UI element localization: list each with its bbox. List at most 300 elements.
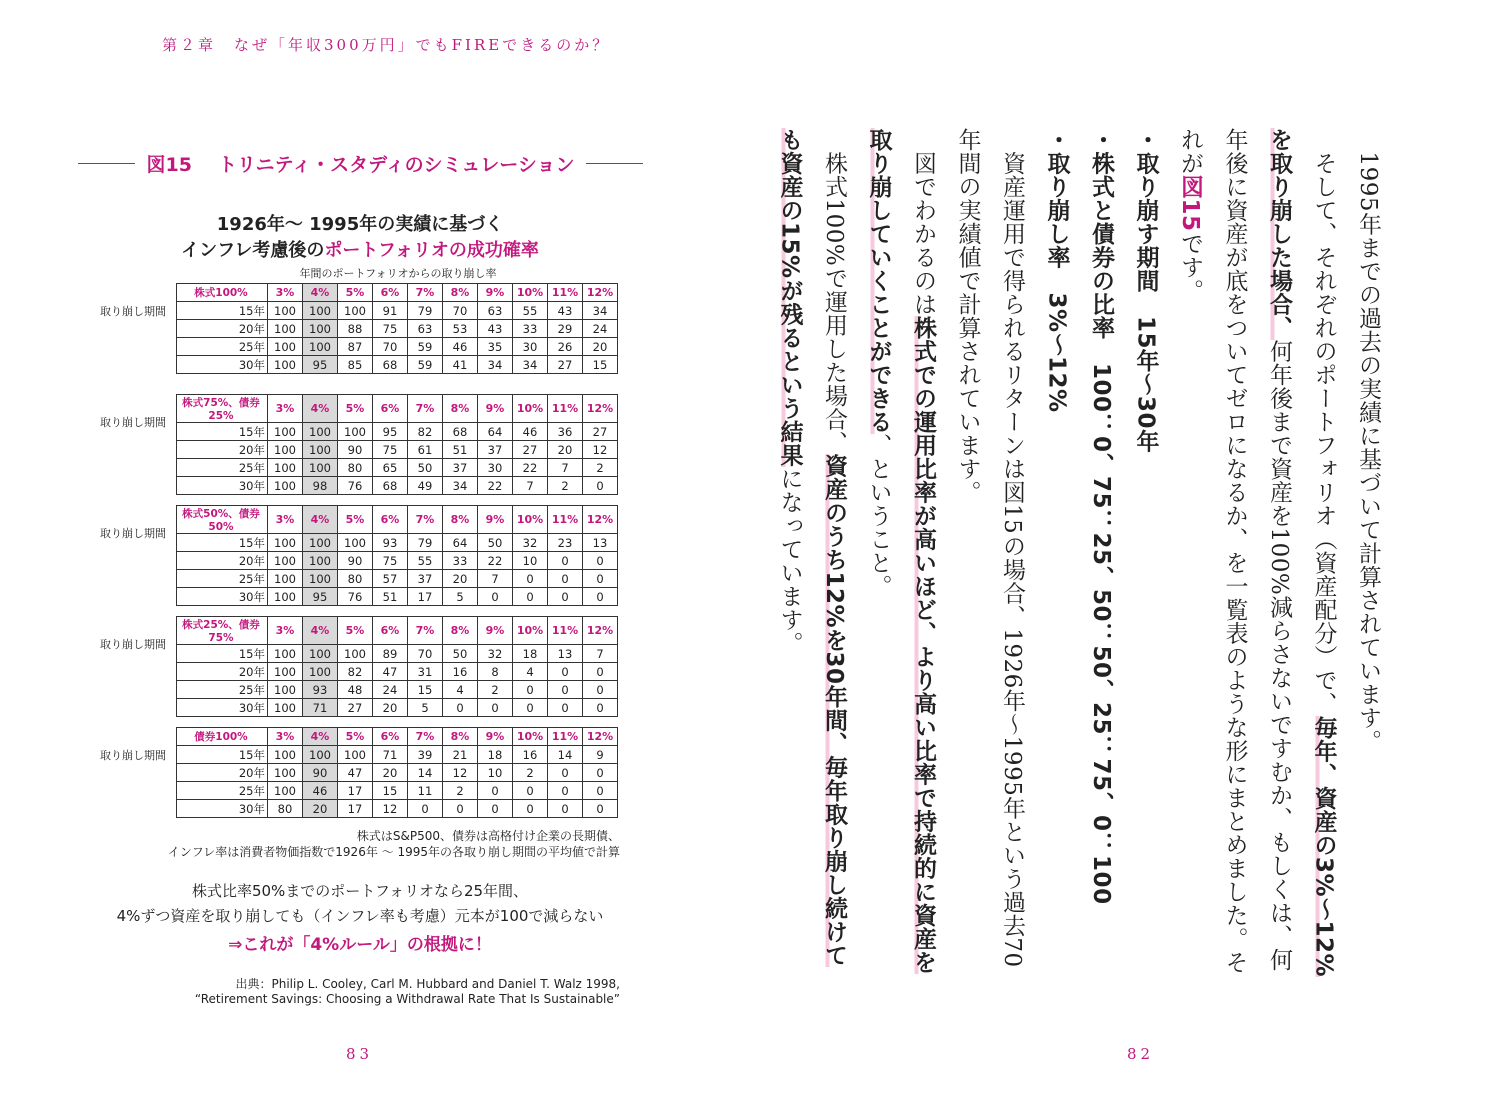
period-label: 25年 xyxy=(177,338,268,356)
period-label: 15年 xyxy=(177,302,268,320)
title-rule-right xyxy=(586,163,643,164)
table-cell: 15 xyxy=(408,681,443,699)
table-cell: 32 xyxy=(513,534,548,552)
rate-header: 3% xyxy=(268,284,303,302)
table-cell: 4 xyxy=(443,681,478,699)
rate-header: 7% xyxy=(408,506,443,534)
table-cell: 0 xyxy=(513,800,548,818)
table-cell: 100 xyxy=(268,356,303,374)
table-cell: 0 xyxy=(408,800,443,818)
rate-header: 5% xyxy=(338,284,373,302)
table-cell: 93 xyxy=(303,681,338,699)
p5-text-a: 株式100%で運用した場合、 xyxy=(821,151,847,455)
period-label: 20年 xyxy=(177,441,268,459)
table-cell: 17 xyxy=(338,800,373,818)
table-cell: 100 xyxy=(338,423,373,441)
rate-header: 12% xyxy=(583,617,618,645)
table-cell: 11 xyxy=(408,782,443,800)
rate-header: 6% xyxy=(373,617,408,645)
rate-header: 11% xyxy=(548,284,583,302)
table-cell: 95 xyxy=(373,423,408,441)
rate-header: 3% xyxy=(268,506,303,534)
table-row xyxy=(177,441,618,459)
table-cell: 0 xyxy=(548,570,583,588)
rate-header: 7% xyxy=(408,284,443,302)
table-cell: 47 xyxy=(373,663,408,681)
table-cell: 89 xyxy=(373,645,408,663)
period-label: 25年 xyxy=(177,570,268,588)
table-cell: 0 xyxy=(583,681,618,699)
table-cell: 8 xyxy=(478,663,513,681)
paragraph-2 xyxy=(1168,128,1346,988)
running-header: 第２章 なぜ「年収300万円」でもFIREできるのか？ xyxy=(162,36,611,54)
table-cell: 100 xyxy=(268,552,303,570)
table-cell: 75 xyxy=(373,441,408,459)
table-cell: 59 xyxy=(408,338,443,356)
table-cell: 14 xyxy=(548,746,583,764)
table-row xyxy=(177,782,618,800)
period-label: 30年 xyxy=(177,588,268,606)
table-cell: 17 xyxy=(408,588,443,606)
paragraph-5 xyxy=(767,128,856,988)
table-cell: 34 xyxy=(478,356,513,374)
table-cell: 57 xyxy=(373,570,408,588)
period-label: 20年 xyxy=(177,320,268,338)
table-cell: 100 xyxy=(303,302,338,320)
period-label: 30年 xyxy=(177,699,268,717)
table-cell: 79 xyxy=(408,302,443,320)
table-cell: 100 xyxy=(338,645,373,663)
rate-header: 9% xyxy=(478,395,513,423)
p5-emphasis: 資産のうち12%を30年間、毎年取り崩し続けても資産の15%が残るという結果 xyxy=(776,128,847,967)
table-cell: 61 xyxy=(408,441,443,459)
row-axis-label: 取り崩し期間 xyxy=(100,305,166,318)
success-rate-table xyxy=(176,283,618,374)
period-label: 30年 xyxy=(177,356,268,374)
column-axis-label: 年間のポートフォリオからの取り崩し率 xyxy=(299,267,497,280)
table-cell: 95 xyxy=(303,356,338,374)
table-row xyxy=(177,534,618,552)
table-cell: 18 xyxy=(478,746,513,764)
table-row xyxy=(177,459,618,477)
table-cell: 100 xyxy=(303,423,338,441)
table-cell: 16 xyxy=(513,746,548,764)
rate-header: 3% xyxy=(268,728,303,746)
success-rate-table xyxy=(176,394,618,495)
table-cell: 82 xyxy=(338,663,373,681)
figure-number: 図15 xyxy=(146,153,192,176)
period-label: 30年 xyxy=(177,800,268,818)
period-label: 15年 xyxy=(177,534,268,552)
table-cell: 91 xyxy=(373,302,408,320)
table-cell: 90 xyxy=(303,764,338,782)
rate-header: 7% xyxy=(408,617,443,645)
figure-title-text: トリニティ・スタディのシミュレーション xyxy=(218,153,575,176)
table-cell: 0 xyxy=(513,699,548,717)
rate-header: 9% xyxy=(478,506,513,534)
table-cell: 68 xyxy=(373,477,408,495)
table-cell: 100 xyxy=(268,423,303,441)
rate-header: 9% xyxy=(478,617,513,645)
rate-header: 11% xyxy=(548,728,583,746)
table-cell: 90 xyxy=(338,552,373,570)
p4-text-c: 、ということ。 xyxy=(865,433,892,598)
table-cell: 32 xyxy=(478,645,513,663)
table-cell: 55 xyxy=(408,552,443,570)
rate-header: 4% xyxy=(303,395,338,423)
page-number-right: 82 xyxy=(1127,1045,1155,1063)
table-cell: 33 xyxy=(443,552,478,570)
table-row xyxy=(177,356,618,374)
table-cell: 100 xyxy=(303,663,338,681)
table-cell: 13 xyxy=(583,534,618,552)
table-cell: 0 xyxy=(513,570,548,588)
period-label: 25年 xyxy=(177,459,268,477)
rate-header: 10% xyxy=(513,506,548,534)
table-cell: 2 xyxy=(478,681,513,699)
table-cell: 50 xyxy=(408,459,443,477)
body-text-vertical xyxy=(776,128,1390,988)
table-cell: 50 xyxy=(478,534,513,552)
table-cell: 82 xyxy=(408,423,443,441)
table-cell: 0 xyxy=(443,699,478,717)
table-row xyxy=(177,800,618,818)
table-cell: 51 xyxy=(373,588,408,606)
table-cell: 70 xyxy=(408,645,443,663)
figure-note-line1: 株式はS&P500、債券は高格付け企業の長期債、 xyxy=(356,829,620,843)
list-item-2: ・株式と債券の比率 100：0、75：25、50：50、25：75、0：100 xyxy=(1088,128,1114,905)
rate-header: 3% xyxy=(268,617,303,645)
table-cell: 48 xyxy=(338,681,373,699)
paragraph-1 xyxy=(1346,128,1391,988)
table-cell: 0 xyxy=(513,782,548,800)
table-cell: 63 xyxy=(408,320,443,338)
table-cell: 34 xyxy=(583,302,618,320)
table-row xyxy=(177,477,618,495)
table-cell: 50 xyxy=(443,645,478,663)
figure-subtitle-line2 xyxy=(150,236,570,262)
table-cell: 0 xyxy=(443,800,478,818)
table-cell: 21 xyxy=(443,746,478,764)
table-cell: 0 xyxy=(583,477,618,495)
table-cell: 0 xyxy=(548,588,583,606)
table-cell: 34 xyxy=(443,477,478,495)
rate-header: 11% xyxy=(548,506,583,534)
table-cell: 100 xyxy=(338,302,373,320)
row-axis-label: 取り崩し期間 xyxy=(100,527,166,540)
table-cell: 0 xyxy=(478,782,513,800)
table-cell: 22 xyxy=(478,477,513,495)
rate-header: 8% xyxy=(443,395,478,423)
table-row xyxy=(177,746,618,764)
table-cell: 27 xyxy=(548,356,583,374)
table-cell: 2 xyxy=(443,782,478,800)
table-cell: 87 xyxy=(338,338,373,356)
table-cell: 80 xyxy=(268,800,303,818)
table-cell: 2 xyxy=(583,459,618,477)
rate-header: 10% xyxy=(513,395,548,423)
table-cell: 90 xyxy=(338,441,373,459)
table-cell: 43 xyxy=(548,302,583,320)
table-cell: 100 xyxy=(268,338,303,356)
table-header-row xyxy=(177,728,618,746)
table-cell: 100 xyxy=(268,570,303,588)
period-label: 25年 xyxy=(177,782,268,800)
table-cell: 100 xyxy=(303,552,338,570)
table-cell: 24 xyxy=(583,320,618,338)
table-cell: 68 xyxy=(373,356,408,374)
success-rate-table xyxy=(176,616,618,717)
table-cell: 100 xyxy=(268,477,303,495)
table-cell: 46 xyxy=(443,338,478,356)
table-cell: 7 xyxy=(583,645,618,663)
table-row xyxy=(177,699,618,717)
rate-header: 5% xyxy=(338,395,373,423)
rate-header: 6% xyxy=(373,395,408,423)
table-cell: 100 xyxy=(268,764,303,782)
table-cell: 0 xyxy=(478,699,513,717)
table-cell: 0 xyxy=(548,782,583,800)
table-cell: 100 xyxy=(303,645,338,663)
figure-title-row xyxy=(78,150,643,176)
paragraph-4 xyxy=(856,128,945,988)
rate-header: 4% xyxy=(303,728,338,746)
table-cell: 20 xyxy=(303,800,338,818)
table-cell: 22 xyxy=(513,459,548,477)
table-cell: 100 xyxy=(268,534,303,552)
table-cell: 20 xyxy=(373,699,408,717)
table-row xyxy=(177,552,618,570)
table-cell: 100 xyxy=(303,338,338,356)
table-cell: 75 xyxy=(373,320,408,338)
period-label: 20年 xyxy=(177,552,268,570)
table-header-row xyxy=(177,617,618,645)
table-row xyxy=(177,663,618,681)
table-cell: 88 xyxy=(338,320,373,338)
table-cell: 0 xyxy=(583,588,618,606)
rate-header: 5% xyxy=(338,506,373,534)
rate-header: 5% xyxy=(338,728,373,746)
table-cell: 31 xyxy=(408,663,443,681)
allocation-label: 株式25%、債券75% xyxy=(177,617,268,645)
table-cell: 0 xyxy=(583,800,618,818)
table-cell: 100 xyxy=(268,645,303,663)
table-cell: 46 xyxy=(303,782,338,800)
table-cell: 22 xyxy=(478,552,513,570)
rate-header: 10% xyxy=(513,284,548,302)
table-cell: 12 xyxy=(583,441,618,459)
table-cell: 30 xyxy=(478,459,513,477)
row-axis-label: 取り崩し期間 xyxy=(100,416,166,429)
table-cell: 100 xyxy=(268,699,303,717)
table-header-row xyxy=(177,506,618,534)
table-cell: 76 xyxy=(338,477,373,495)
table-row xyxy=(177,764,618,782)
table-cell: 51 xyxy=(443,441,478,459)
rate-header: 8% xyxy=(443,506,478,534)
table-cell: 41 xyxy=(443,356,478,374)
p2-text-d: です。 xyxy=(1177,231,1203,303)
success-rate-table xyxy=(176,505,618,606)
period-label: 20年 xyxy=(177,663,268,681)
rate-header: 7% xyxy=(408,728,443,746)
p2-emphasis: 毎年、資産の3%〜12%を取り崩した場合、 xyxy=(1266,128,1337,977)
conclusion-line1: 株式比率50%までのポートフォリオなら25年間、 xyxy=(191,882,529,900)
table-cell: 7 xyxy=(513,477,548,495)
table-cell: 100 xyxy=(268,320,303,338)
table-cell: 36 xyxy=(548,423,583,441)
table-cell: 20 xyxy=(373,764,408,782)
rate-header: 8% xyxy=(443,617,478,645)
table-cell: 0 xyxy=(583,764,618,782)
table-cell: 0 xyxy=(478,800,513,818)
title-rule-left xyxy=(78,163,135,164)
p5-text-c: になっています。 xyxy=(776,466,803,655)
rate-header: 7% xyxy=(408,395,443,423)
page-number-left: 83 xyxy=(346,1045,374,1063)
table-cell: 23 xyxy=(548,534,583,552)
table-row xyxy=(177,302,618,320)
table-cell: 100 xyxy=(268,663,303,681)
table-cell: 37 xyxy=(478,441,513,459)
table-cell: 85 xyxy=(338,356,373,374)
p4-emphasis: 株式での運用比率が高いほど、より高い比率で持続的に資産を取り崩していくことができる xyxy=(865,128,936,974)
rate-header: 8% xyxy=(443,284,478,302)
table-row xyxy=(177,320,618,338)
table-cell: 37 xyxy=(408,570,443,588)
table-cell: 20 xyxy=(548,441,583,459)
table-cell: 14 xyxy=(408,764,443,782)
table-cell: 17 xyxy=(338,782,373,800)
table-cell: 5 xyxy=(443,588,478,606)
table-cell: 70 xyxy=(443,302,478,320)
source-line1: 出典：Philip L. Cooley, Carl M. Hubbard and Daniel T. Walz 1998, xyxy=(235,977,620,991)
figure-reference-link[interactable]: 図15 xyxy=(1177,175,1203,232)
table-cell: 0 xyxy=(548,800,583,818)
period-label: 25年 xyxy=(177,681,268,699)
table-cell: 0 xyxy=(513,681,548,699)
source-line2: “Retirement Savings: Choosing a Withdrawal Rate That Is Sustainable” xyxy=(194,992,620,1006)
table-cell: 0 xyxy=(548,663,583,681)
table-cell: 65 xyxy=(373,459,408,477)
table-cell: 100 xyxy=(303,570,338,588)
table-cell: 12 xyxy=(373,800,408,818)
table-cell: 33 xyxy=(513,320,548,338)
success-rate-table xyxy=(176,727,618,818)
table-cell: 15 xyxy=(583,356,618,374)
allocation-label: 株式100% xyxy=(177,284,268,302)
table-cell: 100 xyxy=(303,441,338,459)
table-cell: 26 xyxy=(548,338,583,356)
table-header-row xyxy=(177,395,618,423)
table-cell: 75 xyxy=(373,552,408,570)
table-cell: 43 xyxy=(478,320,513,338)
table-row xyxy=(177,588,618,606)
table-cell: 47 xyxy=(338,764,373,782)
table-cell: 35 xyxy=(478,338,513,356)
rate-header: 4% xyxy=(303,284,338,302)
allocation-label: 債券100% xyxy=(177,728,268,746)
table-cell: 20 xyxy=(583,338,618,356)
rate-header: 9% xyxy=(478,284,513,302)
table-cell: 18 xyxy=(513,645,548,663)
table-cell: 13 xyxy=(548,645,583,663)
period-label: 15年 xyxy=(177,423,268,441)
table-cell: 0 xyxy=(583,663,618,681)
table-cell: 68 xyxy=(443,423,478,441)
table-row xyxy=(177,423,618,441)
table-header-row xyxy=(177,284,618,302)
period-label: 15年 xyxy=(177,645,268,663)
period-label: 15年 xyxy=(177,746,268,764)
table-cell: 100 xyxy=(303,534,338,552)
table-cell: 98 xyxy=(303,477,338,495)
table-cell: 4 xyxy=(513,663,548,681)
table-cell: 100 xyxy=(268,302,303,320)
table-cell: 80 xyxy=(338,459,373,477)
table-cell: 20 xyxy=(443,570,478,588)
table-cell: 95 xyxy=(303,588,338,606)
rate-header: 9% xyxy=(478,728,513,746)
table-cell: 100 xyxy=(268,782,303,800)
table-cell: 46 xyxy=(513,423,548,441)
rate-header: 12% xyxy=(583,395,618,423)
table-cell: 27 xyxy=(513,441,548,459)
table-cell: 29 xyxy=(548,320,583,338)
p1-text: 1995年までの過去の実績に基づいて計算されています。 xyxy=(1355,151,1381,753)
table-cell: 0 xyxy=(478,588,513,606)
list-item-3: ・取り崩し率 3%〜12% xyxy=(1043,128,1070,413)
conclusion-line3: ⇒これが「4%ルール」の根拠に！ xyxy=(228,935,492,955)
table-cell: 0 xyxy=(513,588,548,606)
table-cell: 30 xyxy=(513,338,548,356)
table-cell: 34 xyxy=(513,356,548,374)
table-cell: 100 xyxy=(268,588,303,606)
table-cell: 12 xyxy=(443,764,478,782)
table-cell: 100 xyxy=(268,681,303,699)
rate-header: 12% xyxy=(583,284,618,302)
figure-subtitle-line1: 1926年〜 1995年の実績に基づく xyxy=(216,214,504,235)
rate-header: 6% xyxy=(373,728,408,746)
table-cell: 79 xyxy=(408,534,443,552)
rate-header: 12% xyxy=(583,728,618,746)
rate-header: 4% xyxy=(303,506,338,534)
table-cell: 71 xyxy=(303,699,338,717)
figure-title xyxy=(135,150,587,177)
table-cell: 63 xyxy=(478,302,513,320)
table-cell: 100 xyxy=(303,320,338,338)
rate-header: 5% xyxy=(338,617,373,645)
table-cell: 24 xyxy=(373,681,408,699)
table-cell: 0 xyxy=(583,570,618,588)
paragraph-3 xyxy=(945,128,1034,988)
subtitle-prefix: インフレ考慮後の xyxy=(181,240,325,261)
row-axis-label: 取り崩し期間 xyxy=(100,638,166,651)
table-cell: 2 xyxy=(548,477,583,495)
table-cell: 9 xyxy=(583,746,618,764)
table-row xyxy=(177,681,618,699)
table-cell: 71 xyxy=(373,746,408,764)
table-cell: 0 xyxy=(548,681,583,699)
table-cell: 70 xyxy=(373,338,408,356)
table-cell: 0 xyxy=(548,764,583,782)
table-cell: 59 xyxy=(408,356,443,374)
rate-header: 11% xyxy=(548,617,583,645)
table-cell: 49 xyxy=(408,477,443,495)
rate-header: 3% xyxy=(268,395,303,423)
table-cell: 93 xyxy=(373,534,408,552)
table-row xyxy=(177,338,618,356)
